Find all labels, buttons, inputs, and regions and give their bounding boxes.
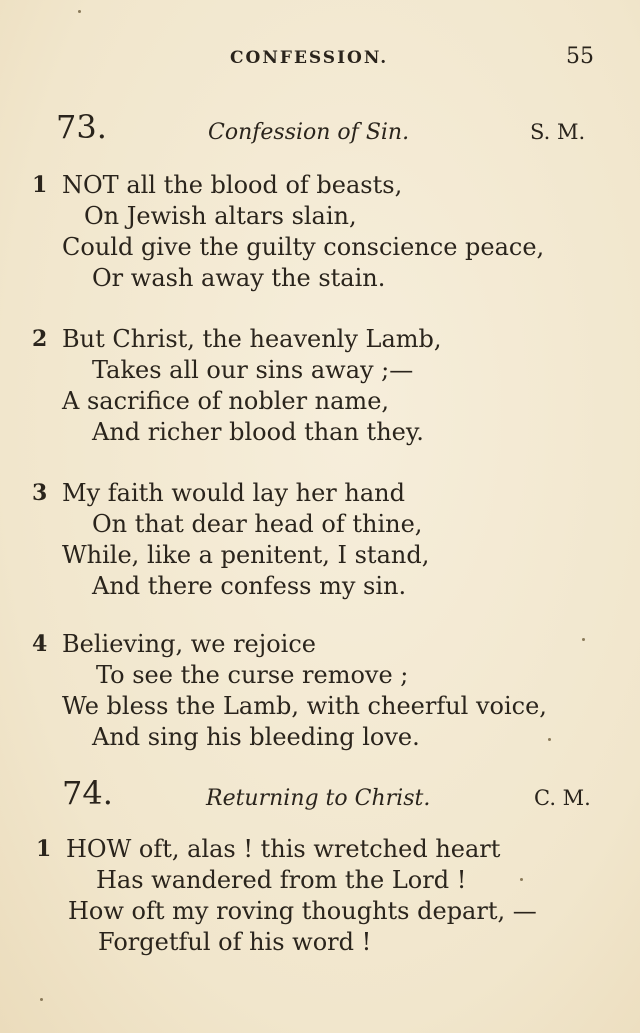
stanza-number: 1 [32, 172, 48, 198]
verse-line: And richer blood than they. [92, 418, 424, 446]
stanza-number: 3 [32, 480, 48, 506]
verse-line: Or wash away the stain. [92, 264, 386, 292]
paper-speck [582, 638, 585, 641]
page-number: 55 [566, 44, 594, 69]
verse-line: While, like a penitent, I stand, [62, 541, 430, 569]
paper-speck [520, 878, 523, 881]
verse-line: And sing his bleeding love. [92, 723, 420, 751]
verse-line: Could give the guilty conscience peace, [62, 233, 545, 261]
verse-line: Believing, we rejoice [62, 630, 316, 658]
hymn-number: 73. [56, 108, 107, 146]
stanza-number: 4 [32, 631, 48, 657]
verse-line: NOT all the blood of beasts, [62, 171, 403, 199]
hymn-title: Confession of Sin. [208, 120, 410, 145]
paper-speck [78, 10, 81, 13]
verse-line: A sacrifice of nobler name, [62, 387, 390, 415]
verse-line: Forgetful of his word ! [98, 928, 372, 956]
hymn-number: 74. [62, 774, 113, 812]
hymn-meter: C. M. [534, 786, 591, 810]
verse-line: And there confess my sin. [92, 572, 407, 600]
verse-line: On Jewish altars slain, [84, 202, 357, 230]
verse-line: To see the curse remove ; [96, 661, 409, 689]
verse-line: HOW oft, alas ! this wretched heart [66, 835, 501, 863]
paper-speck [40, 998, 43, 1001]
verse-line: We bless the Lamb, with cheerful voice, [62, 692, 547, 720]
running-head: CONFESSION. [230, 48, 389, 68]
verse-line: How oft my roving thoughts depart, — [68, 897, 537, 925]
hymn-heading [0, 108, 640, 148]
stanza-number: 2 [32, 326, 48, 352]
hymn-title: Returning to Christ. [206, 786, 431, 811]
verse-line: Has wandered from the Lord ! [96, 866, 467, 894]
hymn-heading [0, 774, 640, 814]
hymn-meter: S. M. [530, 120, 586, 144]
verse-line: But Christ, the heavenly Lamb, [62, 325, 442, 353]
stanza-number: 1 [36, 836, 52, 862]
verse-line: Takes all our sins away ;— [92, 356, 414, 384]
verse-line: On that dear head of thine, [92, 510, 423, 538]
paper-speck [548, 738, 551, 741]
verse-line: My faith would lay her hand [62, 479, 405, 507]
